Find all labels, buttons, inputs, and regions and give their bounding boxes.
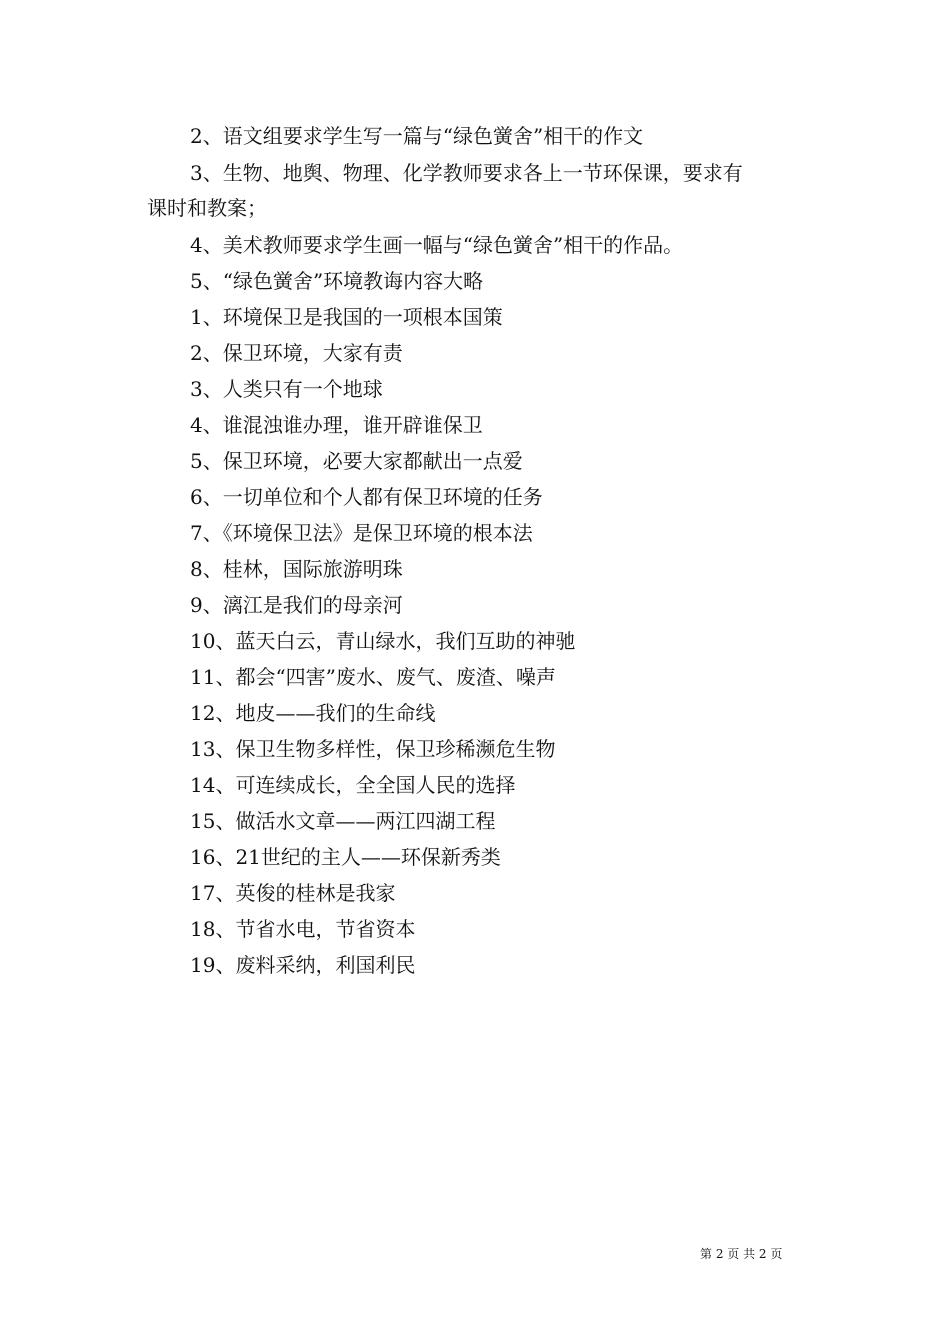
text-line: 17、英俊的桂林是我家 [190, 881, 396, 905]
text-line: 15、做活水文章——两江四湖工程 [190, 809, 496, 833]
text-line: 4、谁混浊谁办理，谁开辟谁保卫 [190, 413, 483, 437]
text-line: 3、人类只有一个地球 [190, 377, 383, 401]
text-line: 2、语文组要求学生写一篇与“绿色黉舍”相干的作文 [190, 124, 644, 148]
page-number-footer: 第 2 页 共 2 页 [700, 1247, 783, 1261]
text-line: 18、节省水电，节省资本 [190, 917, 416, 941]
text-line: 7、《环境保卫法》是保卫环境的根本法 [190, 521, 533, 545]
text-line: 3、生物、地舆、物理、化学教师要求各上一节环保课，要求有 [190, 161, 743, 185]
text-line: 5、保卫环境，必要大家都献出一点爱 [190, 449, 523, 473]
text-line: 12、地皮——我们的生命线 [190, 701, 436, 725]
text-line: 1、环境保卫是我国的一项根本国策 [190, 305, 503, 329]
text-line: 课时和教案； [147, 196, 267, 220]
text-line: 9、漓江是我们的母亲河 [190, 593, 403, 617]
text-line: 6、一切单位和个人都有保卫环境的任务 [190, 485, 543, 509]
text-line: 19、废料采纳，利国利民 [190, 953, 416, 977]
text-line: 8、桂林，国际旅游明珠 [190, 557, 403, 581]
text-line: 4、美术教师要求学生画一幅与“绿色黉舍”相干的作品。 [190, 233, 684, 257]
text-line: 14、可连续成长，全全国人民的选择 [190, 773, 516, 797]
text-line: 5、“绿色黉舍”环境教诲内容大略 [190, 269, 484, 293]
text-line: 2、保卫环境，大家有责 [190, 341, 403, 365]
text-line: 13、保卫生物多样性，保卫珍稀濒危生物 [190, 737, 556, 761]
text-line: 10、蓝天白云，青山绿水，我们互助的神驰 [190, 629, 576, 653]
text-line: 16、21世纪的主人——环保新秀类 [190, 845, 501, 869]
text-line: 11、都会“四害”废水、废气、废渣、噪声 [190, 665, 556, 689]
